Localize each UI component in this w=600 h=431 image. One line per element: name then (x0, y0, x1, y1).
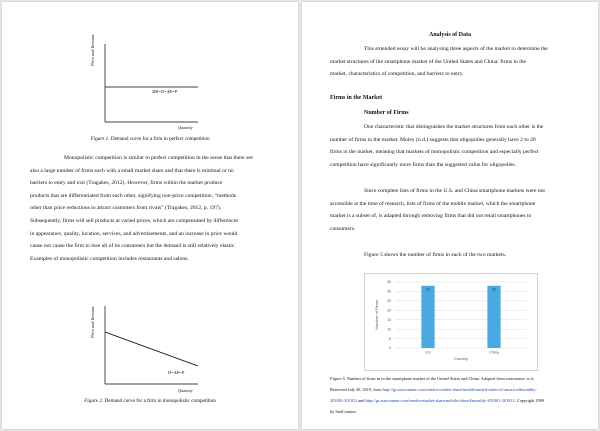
figure5-caption-text: Number of firms in in the smartphone market of the United States and China. Adapted from (346, 376, 505, 381)
number-of-firms-paragraph (330, 121, 580, 171)
paragraph-line: Monopolistic competition is similar to perfect competition in the sense that there are (64, 155, 253, 161)
caption-line (330, 373, 580, 384)
figure2-graph (2, 292, 298, 402)
paragraph-line: accessible at the time of research, lists of firms of the mobile market, which the smartphone (330, 200, 536, 207)
caption-line (330, 384, 580, 395)
paragraph-line: also a large number of firms each with a small market share and that there is minimal or no (30, 167, 234, 174)
figure5-caption-tail: , n.d., (525, 376, 535, 381)
firm-lists-paragraph (330, 185, 580, 235)
y-tick-label: 10 (387, 327, 391, 332)
paragraph-line: market, characteristics of competition, and barriers to entry. (330, 71, 464, 78)
bar-us (421, 286, 434, 348)
right-page (302, 2, 598, 429)
figure1-x-axis-label: Quantity (178, 125, 193, 130)
paragraph-line: other than price reductions to attract customers from rivals” (Tragakes, 2012, p. 197). (30, 205, 222, 212)
figure1-caption (2, 136, 298, 142)
paragraph-line: Subsequently, firms will sell products at varied prices, which are compensated by differences (30, 217, 239, 224)
y-tick-label: 0 (389, 346, 391, 351)
paragraph-line: One characteristic that distinguishes the market structures from each other is the (364, 124, 544, 130)
bar-chart-svg (365, 274, 537, 370)
x-axis-label: Country (453, 356, 469, 361)
figure1-caption-text: Demand curve for a firm in perfect competition (110, 136, 210, 142)
figure1-graph (2, 2, 298, 137)
y-tick-label: 20 (387, 308, 391, 313)
figure2-y-axis-label: Price and Revenue (90, 306, 95, 338)
paragraph-line: cause not cause the firm to lose all of its consumers but the demand is still relatively elastic. (30, 243, 236, 250)
figure5-retrieved-text: Retrieved July 20, 2019, from (330, 387, 382, 392)
y-tick-label: 15 (387, 317, 391, 322)
section-heading: Firms in the Market (330, 95, 383, 101)
paragraph-line: in appearance, quality, location, services, and advertisements, and an increase in price would (30, 230, 238, 237)
paragraph-line: This extended essay will be analysing three aspects of the market to determine the (364, 46, 548, 52)
caption-and: and (358, 398, 365, 403)
figure5-caption-prefix: Figure 5. (330, 376, 346, 381)
paragraph-line: firms in the market, meaning that markets of monopolistic competition and especially perfect (330, 149, 539, 156)
paragraph-line: products that are differentiated from each other, signifying non-price competition, “methods (30, 192, 236, 199)
bar-china (487, 286, 500, 348)
figure5-caption-source: statcounter (505, 376, 526, 381)
figure-intro-line: Figure 5 shows the number of firms in each of the two markets. (364, 252, 507, 258)
caption-line (330, 395, 580, 406)
paragraph-line: consumers. (330, 225, 356, 232)
y-axis-label: Number of Firms (374, 300, 379, 330)
figure5-source-caption (330, 373, 580, 417)
paragraph-line: barriers to entry and exit (Tragakes, 2012). However, firms within the market produce (30, 180, 223, 187)
figure2-caption-text: Demand curve for a firm in monopolistic competition (104, 398, 216, 404)
copyright-text: . Copyright 1999 (514, 398, 544, 403)
paragraph-line: Since complete lists of firms in the U.S. and China smartphone markets were not (364, 188, 545, 194)
x-tick-label: US (425, 350, 431, 355)
firms-bar-chart (364, 273, 538, 371)
x-tick-label: China (489, 350, 499, 355)
figure2-caption (2, 398, 298, 404)
y-tick-label: 5 (389, 336, 391, 341)
figure1-y-axis-label: Price and Revenue (90, 34, 95, 66)
caption-line: by StatCounter. (330, 409, 357, 414)
y-tick-label: 30 (387, 289, 391, 294)
y-tick-label: 35 (387, 280, 391, 285)
paragraph-line: market structures of the smartphone market of the United States and China: firms in the (330, 58, 527, 65)
statcounter-us-link[interactable]: http://gs.statcounter.com/vendor-market-share/mobile/united-states-of-america/#monthly- (382, 387, 537, 392)
figure1-line-label: MR=D=AR=P (152, 89, 178, 94)
statcounter-us-link-end[interactable]: 201801-201812 (330, 398, 358, 403)
subsection-heading: Number of Firms (364, 110, 409, 116)
statcounter-china-link[interactable]: http://gs.statcounter.com/vendor-market-share/mobile/china/#monthly-201801-201812 (365, 398, 515, 403)
y-tick-label: 25 (387, 299, 391, 304)
paragraph-line: market is a subset of, is adapted through removing firms that did not retail smartphones to (330, 213, 532, 220)
left-page (2, 2, 298, 429)
figure2-demand-line (105, 332, 198, 366)
paragraph-line: Examples of monopolistic competition includes restaurants and salons. (30, 255, 189, 262)
paragraph-line: number of firms in the market. Muley (n.d.) suggests that oligopolies generally have 2 to 20 (330, 136, 536, 143)
figure2-line-label: D=AR=P (168, 370, 185, 375)
bar-data-label: 33 (492, 287, 496, 292)
page-title: Analysis of Data (428, 32, 471, 38)
monopolistic-competition-paragraph (30, 152, 280, 265)
paragraph-line: competition have significantly more firms than the suggested value for oligopolies. (330, 161, 516, 168)
figure1-caption-prefix: Figure 1. (90, 136, 110, 142)
figure2-caption-prefix: Figure 2. (84, 398, 104, 404)
figure2-x-axis-label: Quantity (178, 388, 193, 393)
intro-paragraph (330, 43, 580, 81)
bar-data-label: 33 (426, 287, 430, 292)
